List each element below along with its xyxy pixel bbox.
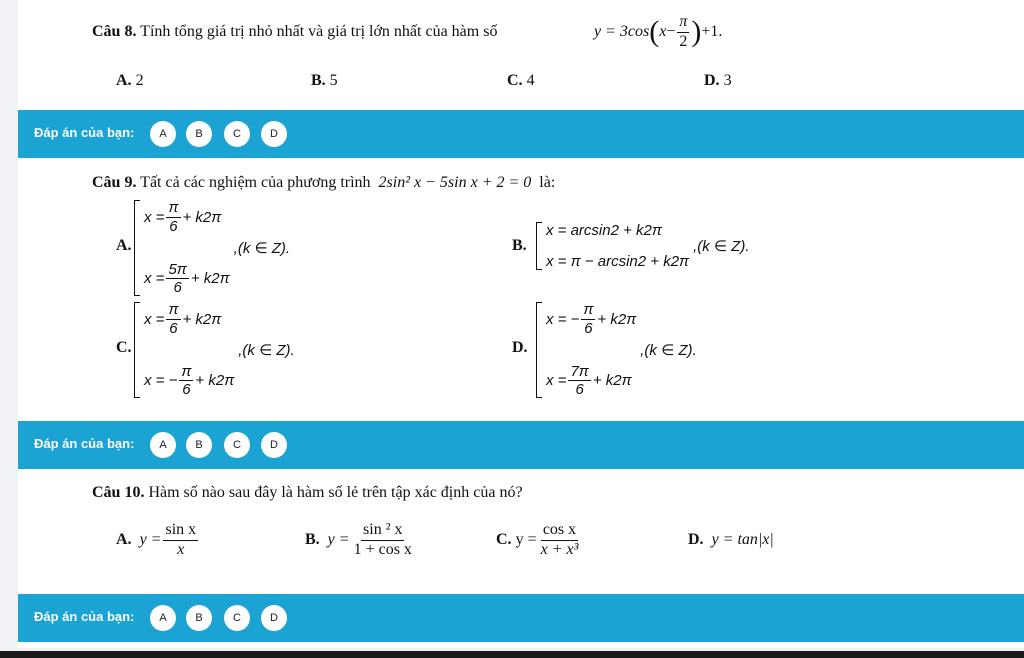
q9-option-a-label[interactable]: A. (116, 237, 132, 254)
question-text: Tính tổng giá trị nhỏ nhất và giá trị lớn nhất của hàm số (140, 23, 498, 40)
question-text: Tất cả các nghiệm của phương trình (140, 174, 371, 191)
fraction: $\frac{\text{sin x}}{x}$ (165, 521, 197, 558)
question-10 (92, 484, 523, 502)
q9-option-c[interactable]: x = $\frac{\pi}{6}$ + k2π x = − $\frac{\pi}{6}$ + k2π ,(k ∈ Z). (134, 302, 295, 398)
answer-bar-q8 (18, 110, 1024, 158)
choice-d-button[interactable]: D (261, 121, 287, 147)
q9-option-d[interactable]: x = − $\frac{\pi}{6}$ + k2π x = $\frac{7\pi}{6}$ + k2π ,(k ∈ Z). (536, 302, 697, 398)
answer-label: Đáp án của bạn: (34, 609, 135, 624)
q10-option-b[interactable]: B. y = $\frac{\text{sin ² x}}{\text{1 + cos x}}$ (305, 521, 412, 558)
choice-b-button[interactable]: B (186, 121, 212, 147)
fraction: $\frac{\text{cos x}}{\text{x + x³}}$ (540, 521, 579, 558)
choice-c-button[interactable]: C (224, 605, 250, 631)
q8-option-c[interactable]: C. 4 (507, 72, 535, 89)
q9-option-d-label[interactable]: D. (512, 339, 528, 356)
q10-option-d[interactable]: D. y = tan|x| (688, 531, 774, 548)
q9-option-a[interactable]: x = $\frac{\pi}{6}$ + k2π x = $\frac{5\pi}{6}$ + k2π ,(k ∈ Z). (134, 200, 290, 296)
fraction: $\frac{\pi}{6}$ (583, 301, 594, 337)
question-9: Câu 9. Tất cả các nghiệm của phương trình 2sin² x − 5sin x + 2 = 0 là: (92, 174, 556, 191)
answer-label: Đáp án của bạn: (34, 436, 135, 451)
q10-option-c[interactable]: C. y = $\frac{\text{cos x}}{\text{x + x³}}$ (496, 521, 579, 558)
q9-option-b-label[interactable]: B. (512, 237, 527, 254)
choice-a-button[interactable]: A (150, 121, 176, 147)
fraction: $\frac{7\pi}{6}$ (570, 362, 589, 399)
q10-option-a[interactable]: A. y = $\frac{\text{sin x}}{x}$ (116, 521, 197, 558)
choice-b-button[interactable]: B (186, 432, 212, 458)
q9-option-c-label[interactable]: C. (116, 339, 132, 356)
answer-bar-q9 (18, 421, 1024, 469)
choice-c-button[interactable]: C (224, 121, 250, 147)
fraction: $\frac{5\pi}{6}$ (168, 260, 187, 297)
fraction: $\frac{\pi}{6}$ (168, 199, 179, 235)
choice-b-button[interactable]: B (186, 605, 212, 631)
choice-d-button[interactable]: D (261, 432, 287, 458)
answer-bar-q10 (18, 594, 1024, 642)
choice-a-button[interactable]: A (150, 605, 176, 631)
question-number: Câu 8. (92, 23, 137, 40)
fraction: $\frac{\pi}{6}$ (181, 362, 192, 399)
q8-option-a[interactable]: A. 2 (116, 72, 144, 89)
fraction: $\frac{\pi}{6}$ (168, 301, 179, 337)
fraction: $\frac{\text{sin ² x}}{\text{1 + cos x}}$ (353, 521, 412, 558)
equation: 2sin² x − 5sin x + 2 = 0 (378, 174, 532, 191)
choice-c-button[interactable]: C (224, 432, 250, 458)
q9-option-b[interactable]: x = arcsin2 + k2π x = π − arcsin2 + k2π ,(k ∈ Z). (536, 222, 749, 270)
fraction: $\frac{\pi}{2}$ (679, 13, 688, 50)
answer-label: Đáp án của bạn: (34, 125, 135, 140)
question-8-formula: y = 3cos ( x − $\frac{\pi}{2}$ ) +1. (594, 13, 723, 50)
question-text: Hàm số nào sau đây là hàm số lẻ trên tập xác định của nó? (148, 484, 523, 501)
question-number: Câu 10. (92, 484, 145, 501)
window-bottom-edge (0, 651, 1024, 658)
choice-d-button[interactable]: D (261, 605, 287, 631)
question-8 (92, 23, 497, 41)
choice-a-button[interactable]: A (150, 432, 176, 458)
q8-option-d[interactable]: D. 3 (704, 72, 732, 89)
question-number: Câu 9. (92, 174, 137, 191)
q8-option-b[interactable]: B. 5 (311, 72, 338, 89)
